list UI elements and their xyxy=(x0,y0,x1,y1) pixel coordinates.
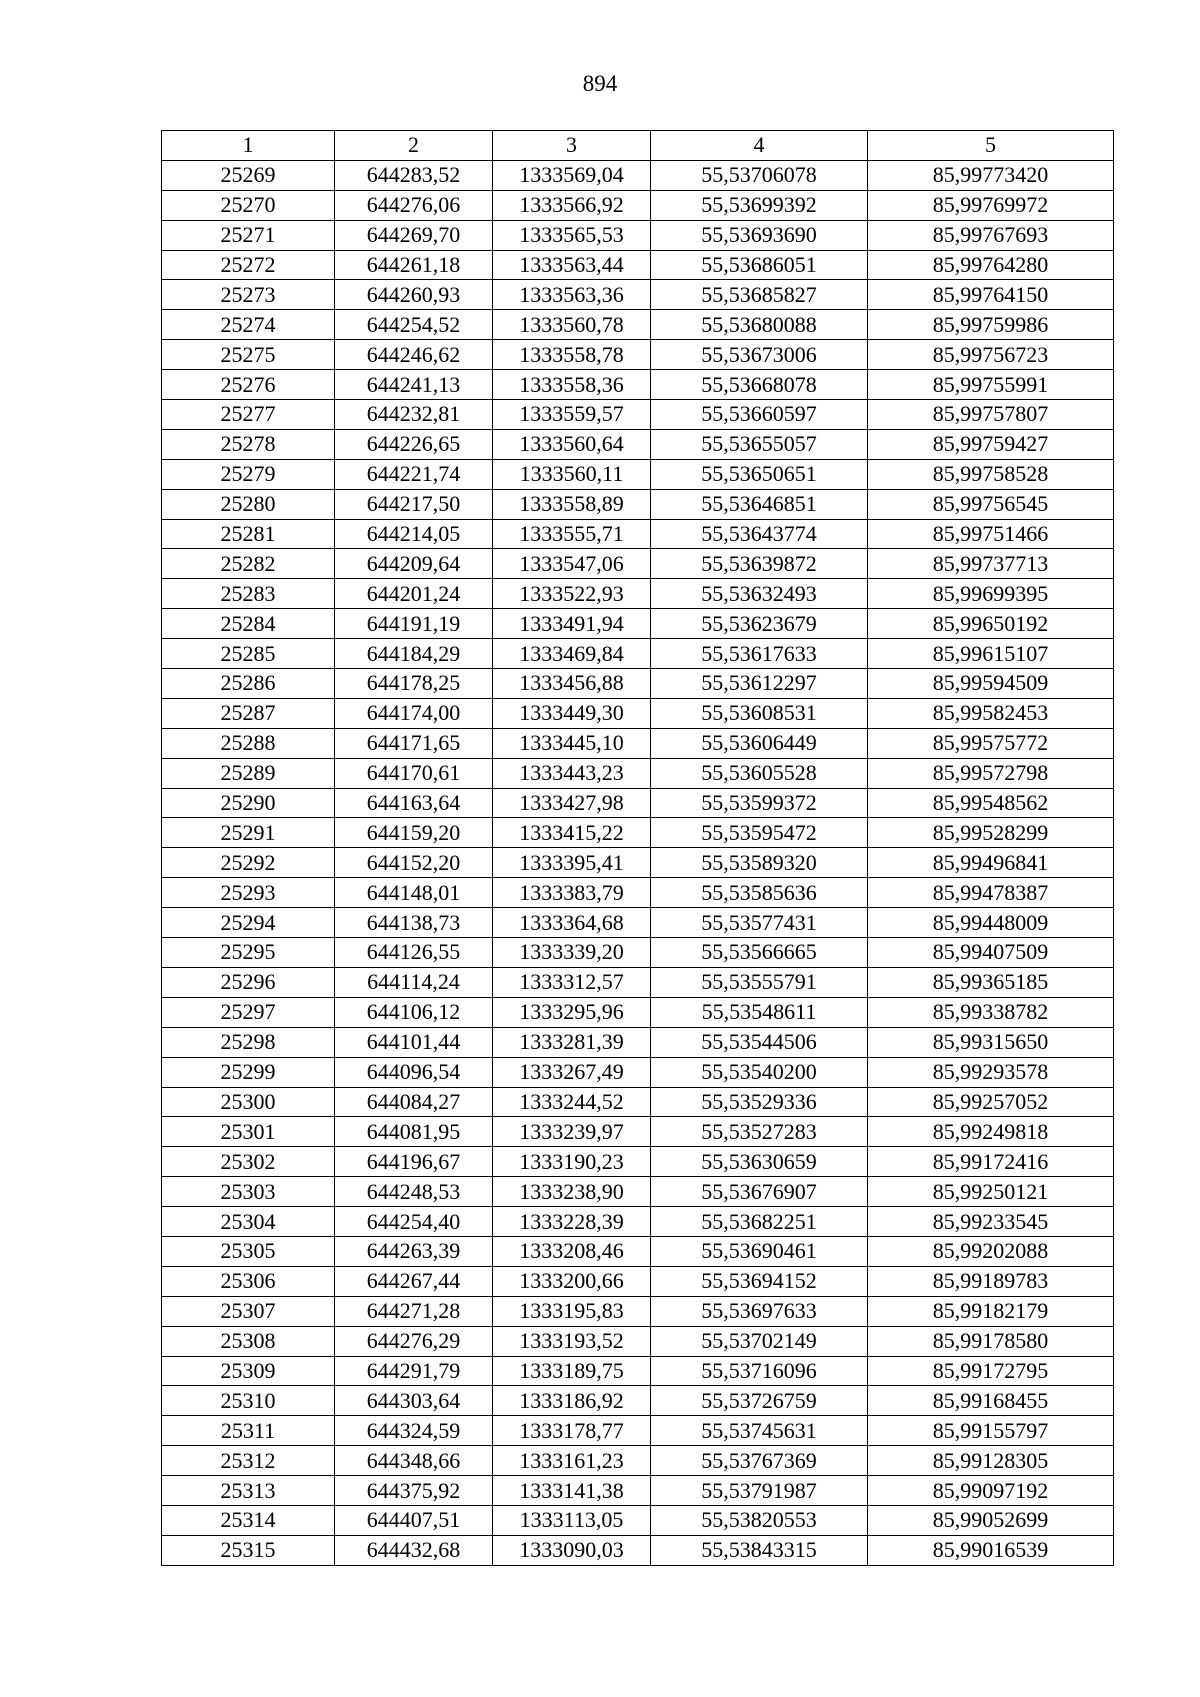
point-number-cell: 25286 xyxy=(162,669,335,699)
point-number-cell: 25282 xyxy=(162,549,335,579)
x-coordinate-cell: 644432,68 xyxy=(335,1535,493,1565)
y-coordinate-cell: 1333449,30 xyxy=(493,698,651,728)
y-coordinate-cell: 1333559,57 xyxy=(493,400,651,430)
point-number-cell: 25306 xyxy=(162,1266,335,1296)
y-coordinate-cell: 1333141,38 xyxy=(493,1476,651,1506)
x-coordinate-cell: 644248,53 xyxy=(335,1177,493,1207)
longitude-cell: 85,99751466 xyxy=(868,519,1114,549)
page-number: 894 xyxy=(582,71,618,96)
latitude-cell: 55,53589320 xyxy=(651,848,868,878)
y-coordinate-cell: 1333189,75 xyxy=(493,1356,651,1386)
x-coordinate-cell: 644114,24 xyxy=(335,967,493,997)
latitude-cell: 55,53606449 xyxy=(651,728,868,758)
table-row xyxy=(162,190,1114,220)
table-row xyxy=(162,788,1114,818)
point-number-cell: 25305 xyxy=(162,1236,335,1266)
point-number-cell: 25284 xyxy=(162,609,335,639)
point-number-cell: 25279 xyxy=(162,459,335,489)
point-number-cell: 25287 xyxy=(162,698,335,728)
y-coordinate-cell: 1333491,94 xyxy=(493,609,651,639)
point-number-cell: 25301 xyxy=(162,1117,335,1147)
y-coordinate-cell: 1333456,88 xyxy=(493,669,651,699)
y-coordinate-cell: 1333090,03 xyxy=(493,1535,651,1565)
table-row xyxy=(162,220,1114,250)
point-number-cell: 25302 xyxy=(162,1147,335,1177)
table-row xyxy=(162,1326,1114,1356)
longitude-cell: 85,99257052 xyxy=(868,1087,1114,1117)
latitude-cell: 55,53632493 xyxy=(651,579,868,609)
latitude-cell: 55,53680088 xyxy=(651,310,868,340)
table-row xyxy=(162,758,1114,788)
x-coordinate-cell: 644217,50 xyxy=(335,489,493,519)
point-number-cell: 25275 xyxy=(162,340,335,370)
point-number-cell: 25296 xyxy=(162,967,335,997)
y-coordinate-cell: 1333560,11 xyxy=(493,459,651,489)
y-coordinate-cell: 1333178,77 xyxy=(493,1416,651,1446)
y-coordinate-cell: 1333228,39 xyxy=(493,1207,651,1237)
table-row xyxy=(162,160,1114,190)
y-coordinate-cell: 1333547,06 xyxy=(493,549,651,579)
table-row xyxy=(162,669,1114,699)
longitude-cell: 85,99572798 xyxy=(868,758,1114,788)
table-row xyxy=(162,848,1114,878)
point-number-cell: 25310 xyxy=(162,1386,335,1416)
latitude-cell: 55,53585636 xyxy=(651,878,868,908)
longitude-cell: 85,99128305 xyxy=(868,1446,1114,1476)
x-coordinate-cell: 644159,20 xyxy=(335,818,493,848)
y-coordinate-cell: 1333281,39 xyxy=(493,1027,651,1057)
x-coordinate-cell: 644191,19 xyxy=(335,609,493,639)
point-number-cell: 25274 xyxy=(162,310,335,340)
longitude-cell: 85,99755991 xyxy=(868,370,1114,400)
latitude-cell: 55,53529336 xyxy=(651,1087,868,1117)
latitude-cell: 55,53605528 xyxy=(651,758,868,788)
y-coordinate-cell: 1333200,66 xyxy=(493,1266,651,1296)
y-coordinate-cell: 1333443,23 xyxy=(493,758,651,788)
latitude-cell: 55,53612297 xyxy=(651,669,868,699)
latitude-cell: 55,53767369 xyxy=(651,1446,868,1476)
latitude-cell: 55,53706078 xyxy=(651,160,868,190)
x-coordinate-cell: 644214,05 xyxy=(335,519,493,549)
point-number-cell: 25314 xyxy=(162,1505,335,1535)
y-coordinate-cell: 1333566,92 xyxy=(493,190,651,220)
longitude-cell: 85,99759986 xyxy=(868,310,1114,340)
point-number-cell: 25285 xyxy=(162,639,335,669)
latitude-cell: 55,53668078 xyxy=(651,370,868,400)
x-coordinate-cell: 644138,73 xyxy=(335,908,493,938)
x-coordinate-cell: 644246,62 xyxy=(335,340,493,370)
table-row xyxy=(162,1476,1114,1506)
table-row xyxy=(162,728,1114,758)
longitude-cell: 85,99052699 xyxy=(868,1505,1114,1535)
x-coordinate-cell: 644170,61 xyxy=(335,758,493,788)
latitude-cell: 55,53660597 xyxy=(651,400,868,430)
table-row xyxy=(162,1057,1114,1087)
point-number-cell: 25292 xyxy=(162,848,335,878)
longitude-cell: 85,99249818 xyxy=(868,1117,1114,1147)
point-number-cell: 25269 xyxy=(162,160,335,190)
x-coordinate-cell: 644096,54 xyxy=(335,1057,493,1087)
longitude-cell: 85,99233545 xyxy=(868,1207,1114,1237)
y-coordinate-cell: 1333558,36 xyxy=(493,370,651,400)
latitude-cell: 55,53820553 xyxy=(651,1505,868,1535)
table-row xyxy=(162,370,1114,400)
longitude-cell: 85,99155797 xyxy=(868,1416,1114,1446)
point-number-cell: 25289 xyxy=(162,758,335,788)
point-number-cell: 25311 xyxy=(162,1416,335,1446)
y-coordinate-cell: 1333469,84 xyxy=(493,639,651,669)
latitude-cell: 55,53791987 xyxy=(651,1476,868,1506)
table-row xyxy=(162,609,1114,639)
table-row xyxy=(162,1147,1114,1177)
y-coordinate-cell: 1333238,90 xyxy=(493,1177,651,1207)
y-coordinate-cell: 1333312,57 xyxy=(493,967,651,997)
longitude-cell: 85,99172416 xyxy=(868,1147,1114,1177)
table-row xyxy=(162,459,1114,489)
y-coordinate-cell: 1333244,52 xyxy=(493,1087,651,1117)
table-row xyxy=(162,1177,1114,1207)
longitude-cell: 85,99615107 xyxy=(868,639,1114,669)
y-coordinate-cell: 1333113,05 xyxy=(493,1505,651,1535)
longitude-cell: 85,99759427 xyxy=(868,429,1114,459)
x-coordinate-cell: 644209,64 xyxy=(335,549,493,579)
latitude-cell: 55,53617633 xyxy=(651,639,868,669)
x-coordinate-cell: 644303,64 xyxy=(335,1386,493,1416)
y-coordinate-cell: 1333383,79 xyxy=(493,878,651,908)
table-row xyxy=(162,519,1114,549)
table-body xyxy=(162,160,1114,1565)
latitude-cell: 55,53673006 xyxy=(651,340,868,370)
longitude-cell: 85,99496841 xyxy=(868,848,1114,878)
x-coordinate-cell: 644324,59 xyxy=(335,1416,493,1446)
latitude-cell: 55,53693690 xyxy=(651,220,868,250)
latitude-cell: 55,53702149 xyxy=(651,1326,868,1356)
longitude-cell: 85,99758528 xyxy=(868,459,1114,489)
point-number-cell: 25293 xyxy=(162,878,335,908)
table-row xyxy=(162,1266,1114,1296)
y-coordinate-cell: 1333395,41 xyxy=(493,848,651,878)
longitude-cell: 85,99773420 xyxy=(868,160,1114,190)
latitude-cell: 55,53726759 xyxy=(651,1386,868,1416)
longitude-cell: 85,99769972 xyxy=(868,190,1114,220)
latitude-cell: 55,53608531 xyxy=(651,698,868,728)
point-number-cell: 25294 xyxy=(162,908,335,938)
y-coordinate-cell: 1333190,23 xyxy=(493,1147,651,1177)
y-coordinate-cell: 1333563,36 xyxy=(493,280,651,310)
table-row xyxy=(162,698,1114,728)
latitude-cell: 55,53745631 xyxy=(651,1416,868,1446)
latitude-cell: 55,53676907 xyxy=(651,1177,868,1207)
longitude-cell: 85,99315650 xyxy=(868,1027,1114,1057)
latitude-cell: 55,53595472 xyxy=(651,818,868,848)
y-coordinate-cell: 1333364,68 xyxy=(493,908,651,938)
table-row xyxy=(162,1416,1114,1446)
x-coordinate-cell: 644232,81 xyxy=(335,400,493,430)
point-number-cell: 25298 xyxy=(162,1027,335,1057)
y-coordinate-cell: 1333195,83 xyxy=(493,1296,651,1326)
x-coordinate-cell: 644291,79 xyxy=(335,1356,493,1386)
point-number-cell: 25307 xyxy=(162,1296,335,1326)
x-coordinate-cell: 644163,64 xyxy=(335,788,493,818)
x-coordinate-cell: 644148,01 xyxy=(335,878,493,908)
y-coordinate-cell: 1333560,78 xyxy=(493,310,651,340)
y-coordinate-cell: 1333186,92 xyxy=(493,1386,651,1416)
x-coordinate-cell: 644221,74 xyxy=(335,459,493,489)
x-coordinate-cell: 644269,70 xyxy=(335,220,493,250)
y-coordinate-cell: 1333558,78 xyxy=(493,340,651,370)
x-coordinate-cell: 644126,55 xyxy=(335,938,493,968)
latitude-cell: 55,53699392 xyxy=(651,190,868,220)
table-row xyxy=(162,489,1114,519)
longitude-cell: 85,99756723 xyxy=(868,340,1114,370)
x-coordinate-cell: 644283,52 xyxy=(335,160,493,190)
longitude-cell: 85,99178580 xyxy=(868,1326,1114,1356)
y-coordinate-cell: 1333445,10 xyxy=(493,728,651,758)
table-row xyxy=(162,908,1114,938)
point-number-cell: 25281 xyxy=(162,519,335,549)
x-coordinate-cell: 644178,25 xyxy=(335,669,493,699)
longitude-cell: 85,99202088 xyxy=(868,1236,1114,1266)
column-header-1: 1 xyxy=(162,131,335,161)
point-number-cell: 25315 xyxy=(162,1535,335,1565)
longitude-cell: 85,99767693 xyxy=(868,220,1114,250)
longitude-cell: 85,99699395 xyxy=(868,579,1114,609)
x-coordinate-cell: 644081,95 xyxy=(335,1117,493,1147)
column-header-2: 2 xyxy=(335,131,493,161)
x-coordinate-cell: 644276,06 xyxy=(335,190,493,220)
x-coordinate-cell: 644084,27 xyxy=(335,1087,493,1117)
table-row xyxy=(162,1386,1114,1416)
x-coordinate-cell: 644271,28 xyxy=(335,1296,493,1326)
point-number-cell: 25313 xyxy=(162,1476,335,1506)
y-coordinate-cell: 1333295,96 xyxy=(493,997,651,1027)
longitude-cell: 85,99365185 xyxy=(868,967,1114,997)
table-row xyxy=(162,1027,1114,1057)
longitude-cell: 85,99293578 xyxy=(868,1057,1114,1087)
column-header-4: 4 xyxy=(651,131,868,161)
latitude-cell: 55,53643774 xyxy=(651,519,868,549)
x-coordinate-cell: 644254,52 xyxy=(335,310,493,340)
x-coordinate-cell: 644152,20 xyxy=(335,848,493,878)
point-number-cell: 25291 xyxy=(162,818,335,848)
table-row xyxy=(162,1207,1114,1237)
longitude-cell: 85,99407509 xyxy=(868,938,1114,968)
point-number-cell: 25276 xyxy=(162,370,335,400)
x-coordinate-cell: 644241,13 xyxy=(335,370,493,400)
latitude-cell: 55,53544506 xyxy=(651,1027,868,1057)
longitude-cell: 85,99650192 xyxy=(868,609,1114,639)
latitude-cell: 55,53630659 xyxy=(651,1147,868,1177)
y-coordinate-cell: 1333555,71 xyxy=(493,519,651,549)
x-coordinate-cell: 644184,29 xyxy=(335,639,493,669)
y-coordinate-cell: 1333565,53 xyxy=(493,220,651,250)
table-row xyxy=(162,280,1114,310)
y-coordinate-cell: 1333339,20 xyxy=(493,938,651,968)
table-row xyxy=(162,1535,1114,1565)
point-number-cell: 25283 xyxy=(162,579,335,609)
x-coordinate-cell: 644263,39 xyxy=(335,1236,493,1266)
x-coordinate-cell: 644174,00 xyxy=(335,698,493,728)
latitude-cell: 55,53540200 xyxy=(651,1057,868,1087)
point-number-cell: 25300 xyxy=(162,1087,335,1117)
longitude-cell: 85,99016539 xyxy=(868,1535,1114,1565)
point-number-cell: 25303 xyxy=(162,1177,335,1207)
point-number-cell: 25312 xyxy=(162,1446,335,1476)
y-coordinate-cell: 1333161,23 xyxy=(493,1446,651,1476)
y-coordinate-cell: 1333208,46 xyxy=(493,1236,651,1266)
table-header xyxy=(162,131,1114,161)
table-row xyxy=(162,997,1114,1027)
y-coordinate-cell: 1333560,64 xyxy=(493,429,651,459)
x-coordinate-cell: 644260,93 xyxy=(335,280,493,310)
latitude-cell: 55,53527283 xyxy=(651,1117,868,1147)
latitude-cell: 55,53639872 xyxy=(651,549,868,579)
x-coordinate-cell: 644101,44 xyxy=(335,1027,493,1057)
table-row xyxy=(162,429,1114,459)
latitude-cell: 55,53555791 xyxy=(651,967,868,997)
table-row xyxy=(162,818,1114,848)
table-row xyxy=(162,1296,1114,1326)
point-number-cell: 25280 xyxy=(162,489,335,519)
x-coordinate-cell: 644348,66 xyxy=(335,1446,493,1476)
longitude-cell: 85,99757807 xyxy=(868,400,1114,430)
table-row xyxy=(162,1117,1114,1147)
latitude-cell: 55,53655057 xyxy=(651,429,868,459)
x-coordinate-cell: 644196,67 xyxy=(335,1147,493,1177)
latitude-cell: 55,53690461 xyxy=(651,1236,868,1266)
longitude-cell: 85,99182179 xyxy=(868,1296,1114,1326)
table-row xyxy=(162,579,1114,609)
x-coordinate-cell: 644375,92 xyxy=(335,1476,493,1506)
latitude-cell: 55,53686051 xyxy=(651,250,868,280)
point-number-cell: 25272 xyxy=(162,250,335,280)
table-row xyxy=(162,938,1114,968)
column-header-3: 3 xyxy=(493,131,651,161)
longitude-cell: 85,99478387 xyxy=(868,878,1114,908)
point-number-cell: 25304 xyxy=(162,1207,335,1237)
table-row xyxy=(162,1236,1114,1266)
table-row xyxy=(162,1087,1114,1117)
point-number-cell: 25290 xyxy=(162,788,335,818)
longitude-cell: 85,99548562 xyxy=(868,788,1114,818)
longitude-cell: 85,99594509 xyxy=(868,669,1114,699)
table-row xyxy=(162,1505,1114,1535)
x-coordinate-cell: 644254,40 xyxy=(335,1207,493,1237)
table-row xyxy=(162,250,1114,280)
x-coordinate-cell: 644267,44 xyxy=(335,1266,493,1296)
x-coordinate-cell: 644261,18 xyxy=(335,250,493,280)
table-row xyxy=(162,340,1114,370)
x-coordinate-cell: 644407,51 xyxy=(335,1505,493,1535)
table-row xyxy=(162,549,1114,579)
y-coordinate-cell: 1333427,98 xyxy=(493,788,651,818)
longitude-cell: 85,99338782 xyxy=(868,997,1114,1027)
latitude-cell: 55,53566665 xyxy=(651,938,868,968)
longitude-cell: 85,99528299 xyxy=(868,818,1114,848)
table-row xyxy=(162,967,1114,997)
latitude-cell: 55,53694152 xyxy=(651,1266,868,1296)
longitude-cell: 85,99448009 xyxy=(868,908,1114,938)
latitude-cell: 55,53623679 xyxy=(651,609,868,639)
latitude-cell: 55,53697633 xyxy=(651,1296,868,1326)
point-number-cell: 25309 xyxy=(162,1356,335,1386)
header-row xyxy=(162,131,1114,161)
y-coordinate-cell: 1333569,04 xyxy=(493,160,651,190)
latitude-cell: 55,53682251 xyxy=(651,1207,868,1237)
point-number-cell: 25308 xyxy=(162,1326,335,1356)
coordinates-table xyxy=(161,130,1114,1566)
longitude-cell: 85,99764280 xyxy=(868,250,1114,280)
latitude-cell: 55,53716096 xyxy=(651,1356,868,1386)
y-coordinate-cell: 1333415,22 xyxy=(493,818,651,848)
point-number-cell: 25270 xyxy=(162,190,335,220)
y-coordinate-cell: 1333522,93 xyxy=(493,579,651,609)
point-number-cell: 25299 xyxy=(162,1057,335,1087)
latitude-cell: 55,53548611 xyxy=(651,997,868,1027)
table-row xyxy=(162,639,1114,669)
point-number-cell: 25271 xyxy=(162,220,335,250)
table-row xyxy=(162,1356,1114,1386)
point-number-cell: 25288 xyxy=(162,728,335,758)
longitude-cell: 85,99756545 xyxy=(868,489,1114,519)
latitude-cell: 55,53685827 xyxy=(651,280,868,310)
y-coordinate-cell: 1333239,97 xyxy=(493,1117,651,1147)
x-coordinate-cell: 644276,29 xyxy=(335,1326,493,1356)
table-row xyxy=(162,878,1114,908)
longitude-cell: 85,99737713 xyxy=(868,549,1114,579)
point-number-cell: 25278 xyxy=(162,429,335,459)
latitude-cell: 55,53843315 xyxy=(651,1535,868,1565)
latitude-cell: 55,53599372 xyxy=(651,788,868,818)
point-number-cell: 25277 xyxy=(162,400,335,430)
longitude-cell: 85,99189783 xyxy=(868,1266,1114,1296)
table-row xyxy=(162,400,1114,430)
longitude-cell: 85,99172795 xyxy=(868,1356,1114,1386)
point-number-cell: 25273 xyxy=(162,280,335,310)
point-number-cell: 25297 xyxy=(162,997,335,1027)
y-coordinate-cell: 1333193,52 xyxy=(493,1326,651,1356)
x-coordinate-cell: 644226,65 xyxy=(335,429,493,459)
longitude-cell: 85,99582453 xyxy=(868,698,1114,728)
longitude-cell: 85,99764150 xyxy=(868,280,1114,310)
longitude-cell: 85,99168455 xyxy=(868,1386,1114,1416)
latitude-cell: 55,53650651 xyxy=(651,459,868,489)
y-coordinate-cell: 1333558,89 xyxy=(493,489,651,519)
x-coordinate-cell: 644171,65 xyxy=(335,728,493,758)
column-header-5: 5 xyxy=(868,131,1114,161)
table-row xyxy=(162,1446,1114,1476)
latitude-cell: 55,53646851 xyxy=(651,489,868,519)
y-coordinate-cell: 1333563,44 xyxy=(493,250,651,280)
x-coordinate-cell: 644201,24 xyxy=(335,579,493,609)
longitude-cell: 85,99250121 xyxy=(868,1177,1114,1207)
point-number-cell: 25295 xyxy=(162,938,335,968)
table-row xyxy=(162,310,1114,340)
latitude-cell: 55,53577431 xyxy=(651,908,868,938)
longitude-cell: 85,99097192 xyxy=(868,1476,1114,1506)
y-coordinate-cell: 1333267,49 xyxy=(493,1057,651,1087)
longitude-cell: 85,99575772 xyxy=(868,728,1114,758)
x-coordinate-cell: 644106,12 xyxy=(335,997,493,1027)
